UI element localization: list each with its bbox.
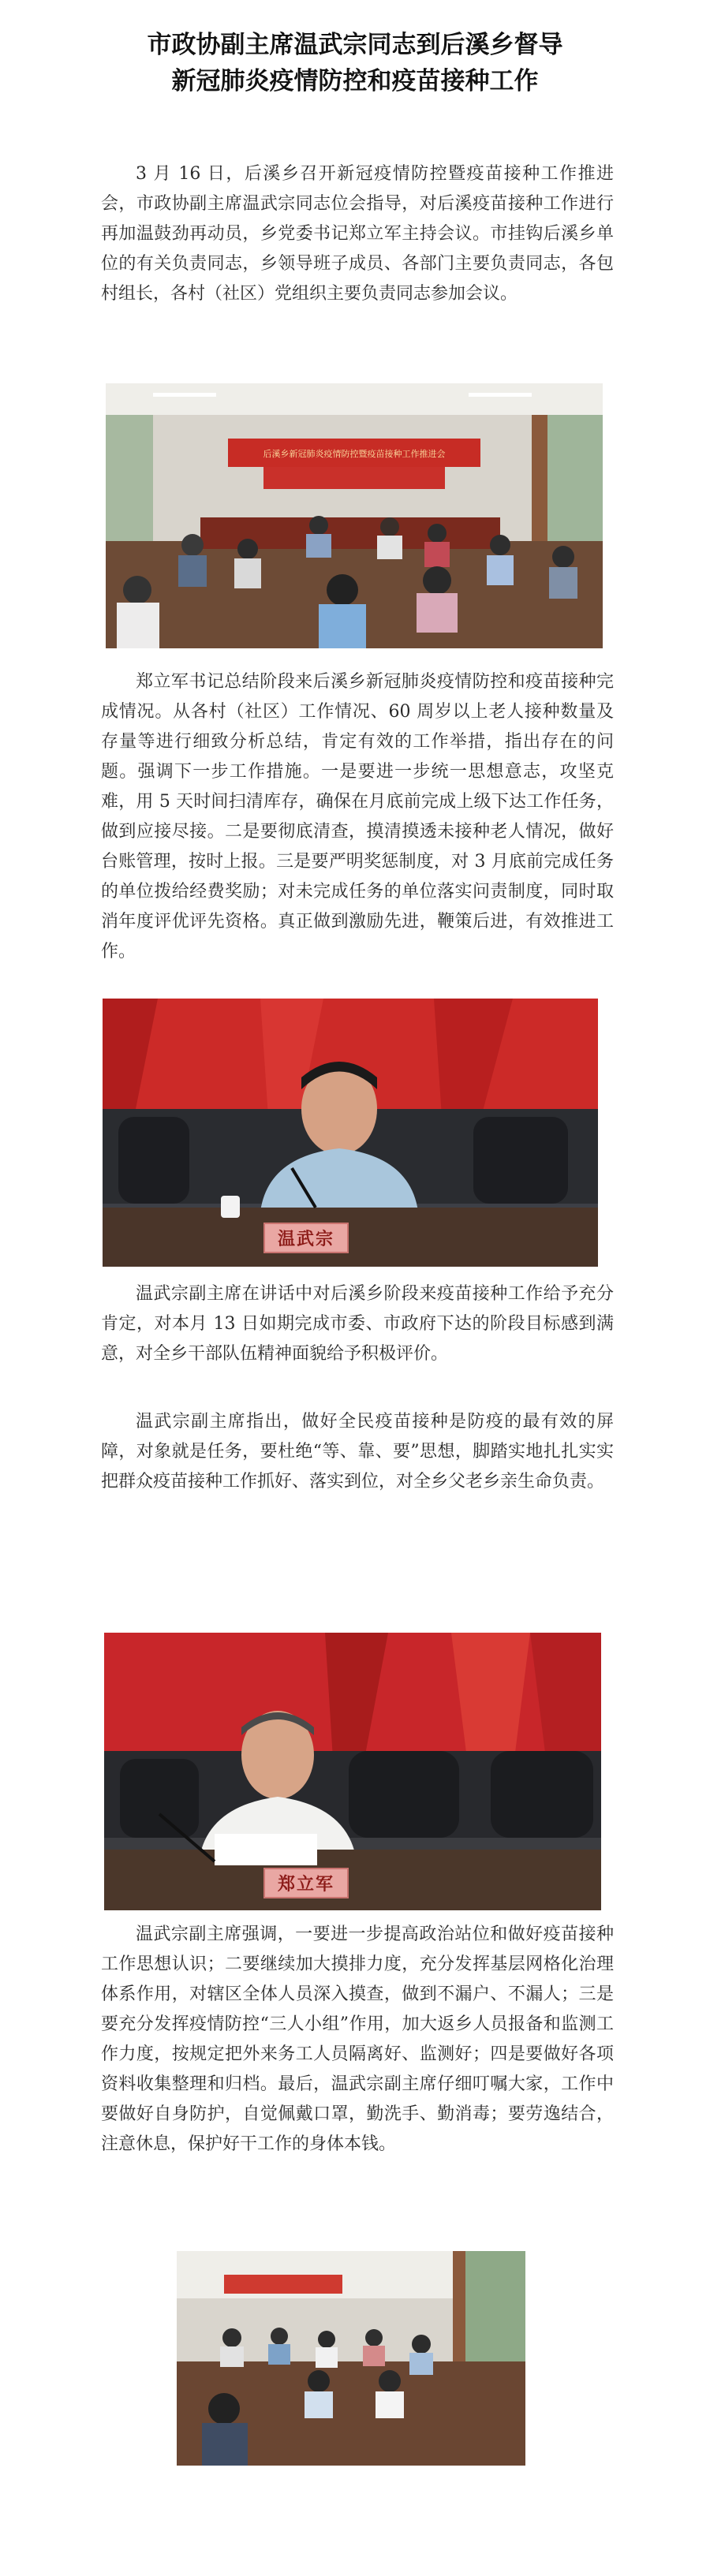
meeting-banner-text: 后溪乡新冠肺炎疫情防控暨疫苗接种工作推进会 [263,449,446,459]
paragraph-4: 温武宗副主席指出，做好全民疫苗接种是防疫的最有效的屏障，对象就是任务，要杜绝“等、靠、要”思想，脚踏实地扎扎实实把群众疫苗接种工作抓好、落实到位，对全乡父老乡亲生命负责。 [101,1412,614,1491]
title-line-2: 新冠肺炎疫情防控和疫苗接种工作 [171,67,539,95]
paragraph-1: 3 月 16 日，后溪乡召开新冠疫情防控暨疫苗接种工作推进会，市政协副主席温武宗同志位会指导，对后溪疫苗接种工作进行再加温鼓劲再动员，乡党委书记郑立军主持会议。市挂钩后溪乡单位的有关负责同志，乡领导班子成员、各部门主要负责同志，各包村组长，各村（社区）党组织主要负责同志参加会议。 [101,164,614,304]
title-line-1: 市政协副主席温武宗同志到后溪乡督导 [147,31,563,59]
speaker-photo-zheng [104,1633,601,1910]
nameplate-zheng: 郑立军 [263,1868,349,1898]
speaker-zheng-illustration [104,1633,601,1910]
article-title [0,27,710,99]
nameplate-wen: 温武宗 [263,1223,349,1253]
meeting-room-photo [106,383,603,648]
meeting-room-illustration [106,383,603,648]
paragraph-2: 郑立军书记总结阶段来后溪乡新冠肺炎疫情防控和疫苗接种完成情况。从各村（社区）工作情况、60 周岁以上老人接种数量及存量等进行细致分析总结，肯定有效的工作举措，指出存在的问题。强调下一步工作措施。一是要进一步统一思想意志，攻坚克难，用 5 天时间扫清库存，确保在月底前完成上级下达工作任务，做到应接尽接。二是要彻底清查，摸清摸透未接种老人情况，做好台账管理，按时上报。三是要严明奖惩制度，对 3 月底前完成任务的单位拨给经费奖励；对未完成任务的单位落实问责制度，同时取消年度评优评先资格。真正做到激励先进，鞭策后进，有效推进工作。 [101,672,614,961]
paragraph-5: 温武宗副主席强调，一要进一步提高政治站位和做好疫苗接种工作思想认识；二要继续加大摸排力度，充分发挥基层网格化治理体系作用，对辖区全体人员深入摸查，做到不漏户、不漏人；三是要充分发挥疫情防控“三人小组”作用，加大返乡人员报备和监测工作力度，按规定把外来务工人员隔离好、监测好；四是要做好各项资料收集整理和归档。最后，温武宗副主席仔细叮嘱大家，工作中要做好自身防护，自觉佩戴口罩，勤洗手、勤消毒；要劳逸结合，注意休息，保护好干工作的身体本钱。 [101,1925,614,2154]
speaker-wen-illustration [103,999,598,1267]
paragraph-3: 温武宗副主席在讲话中对后溪乡阶段来疫苗接种工作给予充分肯定，对本月 13 日如期完成市委、市政府下达的阶段目标感到满意，对全乡干部队伍精神面貌给予积极评价。 [101,1284,614,1364]
audience-illustration [177,2251,525,2466]
audience-photo [177,2251,525,2466]
speaker-photo-wen [103,999,598,1267]
